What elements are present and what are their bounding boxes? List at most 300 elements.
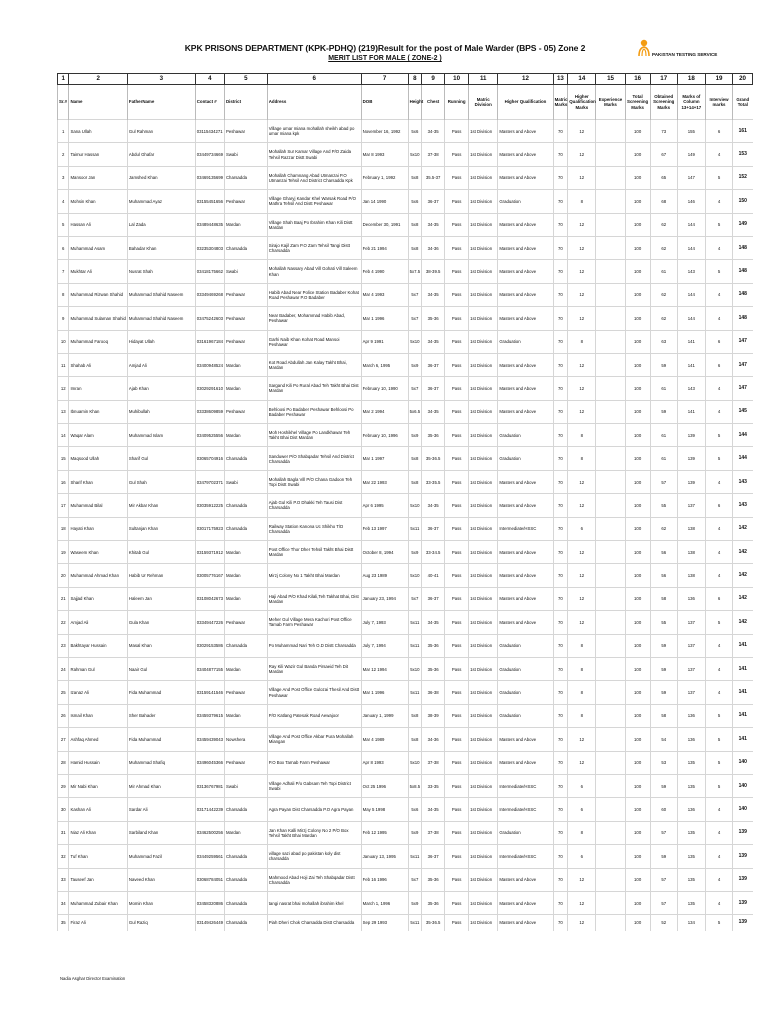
table-cell: 138 bbox=[677, 517, 705, 540]
table-cell: 6 bbox=[58, 236, 69, 259]
table-cell: 35-36 bbox=[422, 868, 445, 891]
column-number: 1 bbox=[58, 74, 69, 85]
table-cell: 12 bbox=[568, 541, 596, 564]
table-cell bbox=[596, 634, 625, 657]
table-cell: 135 bbox=[677, 868, 705, 891]
table-cell: 03159141546 bbox=[195, 681, 224, 704]
table-cell: 1st Division bbox=[469, 307, 498, 330]
table-cell: 144 bbox=[677, 236, 705, 259]
table-cell: Mohsin Khan bbox=[69, 190, 127, 213]
table-cell: 12 bbox=[568, 213, 596, 236]
table-cell: 37-38 bbox=[422, 143, 445, 166]
table-cell: Mirzj Colony No 1 Takht Bhai Mardan bbox=[267, 564, 361, 587]
table-cell: Mansoor Jan bbox=[69, 166, 127, 189]
table-cell: 5x6 bbox=[408, 120, 422, 143]
table-cell: 144 bbox=[733, 447, 753, 470]
table-cell: 12 bbox=[568, 868, 596, 891]
table-cell: 03029153586 bbox=[195, 634, 224, 657]
table-cell: Masters and Above bbox=[498, 120, 553, 143]
table-cell: 70 bbox=[553, 236, 568, 259]
table-row bbox=[58, 307, 753, 330]
table-cell: Masters and Above bbox=[498, 377, 553, 400]
table-cell: 144 bbox=[677, 307, 705, 330]
table-cell: Mardan bbox=[224, 377, 267, 400]
table-cell: 12 bbox=[58, 377, 69, 400]
table-cell: 1st Division bbox=[469, 751, 498, 774]
table-cell: 35-36.5 bbox=[422, 447, 445, 470]
table-cell: 4 bbox=[705, 400, 732, 423]
table-cell: 139 bbox=[733, 915, 753, 931]
table-cell: 1st Division bbox=[469, 868, 498, 891]
table-cell: 03409525556 bbox=[195, 424, 224, 447]
table-cell: Graduation bbox=[498, 330, 553, 353]
table-cell bbox=[596, 891, 625, 914]
table-cell: Haji Abad P/O Khad Kilali,Teh Takhat Bhai, Dist Mardan bbox=[267, 587, 361, 610]
table-cell: 63 bbox=[650, 330, 677, 353]
table-cell: Garhi Naib Khan Kohat Road Mansoi Peshawar bbox=[267, 330, 361, 353]
table-cell: 140 bbox=[733, 751, 753, 774]
table-cell: 03171442239 bbox=[195, 798, 224, 821]
table-cell: Bakhtayar Hussain bbox=[69, 634, 127, 657]
table-cell: 35 bbox=[58, 915, 69, 931]
table-cell bbox=[596, 470, 625, 493]
table-cell: 4 bbox=[705, 190, 732, 213]
table-cell: Mar 4 1993 bbox=[361, 283, 408, 306]
table-cell: 70 bbox=[553, 260, 568, 283]
table-cell: 4 bbox=[705, 283, 732, 306]
table-cell: 13 bbox=[58, 400, 69, 423]
table-cell: 4 bbox=[705, 517, 732, 540]
table-cell: 12 bbox=[568, 494, 596, 517]
table-cell: Sajjad Khan bbox=[69, 587, 127, 610]
column-header: Grand Total bbox=[733, 85, 753, 120]
table-cell: Sep 29 1993 bbox=[361, 915, 408, 931]
table-cell: 52 bbox=[650, 915, 677, 931]
table-cell: 03068784051 bbox=[195, 868, 224, 891]
table-cell: 1st Division bbox=[469, 377, 498, 400]
column-number: 20 bbox=[733, 74, 753, 85]
table-cell: 140 bbox=[733, 774, 753, 797]
table-cell: 8 bbox=[568, 657, 596, 680]
table-cell: 147 bbox=[733, 377, 753, 400]
table-cell: 5 bbox=[58, 213, 69, 236]
table-cell: 67 bbox=[650, 143, 677, 166]
table-cell: Masters and Above bbox=[498, 564, 553, 587]
table-cell: 12 bbox=[568, 751, 596, 774]
table-cell: 24 bbox=[58, 657, 69, 680]
table-cell: 61 bbox=[650, 260, 677, 283]
table-cell: Mardan bbox=[224, 353, 267, 376]
table-cell: 5x7 bbox=[408, 587, 422, 610]
table-cell: Muhammad Fazil bbox=[127, 845, 195, 868]
table-cell: 100 bbox=[625, 915, 650, 931]
table-cell: Sargand Kili Po Rural Abad Teh Takht Bhai Dist Mardan bbox=[267, 377, 361, 400]
table-cell: 150 bbox=[733, 190, 753, 213]
table-cell: 33-35.5 bbox=[422, 470, 445, 493]
page-subtitle: MERIT LIST FOR MALE ( ZONE-2 ) bbox=[328, 55, 442, 62]
table-cell: Pass bbox=[445, 587, 469, 610]
table-cell: 5 bbox=[705, 424, 732, 447]
table-cell: Muhammad Sulaman Shahid bbox=[69, 307, 127, 330]
table-cell: 12 bbox=[568, 470, 596, 493]
table-cell: 03136767981 bbox=[195, 774, 224, 797]
table-cell: 4 bbox=[705, 470, 732, 493]
table-body bbox=[58, 120, 753, 931]
table-cell: 5x8 bbox=[408, 166, 422, 189]
table-cell bbox=[596, 353, 625, 376]
table-cell: 143 bbox=[733, 470, 753, 493]
table-cell: Maqsood Ullah bbox=[69, 447, 127, 470]
table-cell: 153 bbox=[733, 143, 753, 166]
table-cell: 6 bbox=[705, 494, 732, 517]
table-row bbox=[58, 891, 753, 914]
table-cell bbox=[596, 821, 625, 844]
table-cell: 38-39 bbox=[422, 704, 445, 727]
table-cell: 03349469268 bbox=[195, 283, 224, 306]
table-row bbox=[58, 424, 753, 447]
table-cell: 5x8.5 bbox=[408, 774, 422, 797]
table-cell: 141 bbox=[733, 657, 753, 680]
table-cell: Pass bbox=[445, 120, 469, 143]
table-cell: 1st Division bbox=[469, 330, 498, 353]
table-cell: 26 bbox=[58, 704, 69, 727]
column-number: 7 bbox=[361, 74, 408, 85]
table-cell: Nusrat Shah bbox=[127, 260, 195, 283]
table-cell bbox=[596, 120, 625, 143]
table-cell: Charsadda bbox=[224, 868, 267, 891]
table-cell: 100 bbox=[625, 283, 650, 306]
table-cell: Ibnuamin Khan bbox=[69, 400, 127, 423]
table-cell: 03029291610 bbox=[195, 377, 224, 400]
table-cell: Masters and Above bbox=[498, 541, 553, 564]
table-cell: Pass bbox=[445, 283, 469, 306]
table-cell: 70 bbox=[553, 634, 568, 657]
table-cell: 8 bbox=[58, 283, 69, 306]
table-cell: 5 bbox=[705, 774, 732, 797]
table-cell: Muhammad Rizwan Shahid bbox=[69, 283, 127, 306]
table-cell: 1st Division bbox=[469, 166, 498, 189]
table-cell bbox=[596, 774, 625, 797]
table-cell: 5 bbox=[705, 166, 732, 189]
table-cell: Graduation bbox=[498, 634, 553, 657]
table-cell bbox=[596, 728, 625, 751]
table-cell: Muhammad Asam bbox=[69, 236, 127, 259]
table-cell: 135 bbox=[677, 774, 705, 797]
table-cell bbox=[596, 377, 625, 400]
table-cell: Waqar Alam bbox=[69, 424, 127, 447]
table-cell: 3 bbox=[58, 166, 69, 189]
table-cell: 70 bbox=[553, 774, 568, 797]
table-cell: 100 bbox=[625, 681, 650, 704]
table-cell: 100 bbox=[625, 494, 650, 517]
table-cell: 37-38 bbox=[422, 751, 445, 774]
table-cell: 100 bbox=[625, 541, 650, 564]
table-cell: May 5 1998 bbox=[361, 798, 408, 821]
table-cell: 70 bbox=[553, 681, 568, 704]
table-cell: 8 bbox=[568, 681, 596, 704]
table-cell: 03479702371 bbox=[195, 470, 224, 493]
column-number: 9 bbox=[422, 74, 445, 85]
table-cell: 5x8 bbox=[408, 728, 422, 751]
table-cell: 100 bbox=[625, 657, 650, 680]
column-header: Height bbox=[408, 85, 422, 120]
column-header: District bbox=[224, 85, 267, 120]
table-cell: 139 bbox=[733, 868, 753, 891]
table-cell: 14 bbox=[58, 424, 69, 447]
table-cell: Feb 16 1996 bbox=[361, 868, 408, 891]
table-cell: 1st Division bbox=[469, 704, 498, 727]
table-cell: Near Badaber, Mohammad Habib Abad, Peshawar bbox=[267, 307, 361, 330]
table-cell: 70 bbox=[553, 845, 568, 868]
table-cell: 68 bbox=[650, 190, 677, 213]
column-header: Experience Marks bbox=[596, 85, 625, 120]
table-cell: Pass bbox=[445, 260, 469, 283]
table-cell: 100 bbox=[625, 307, 650, 330]
table-cell: Naair Gul bbox=[127, 657, 195, 680]
table-cell: 147 bbox=[733, 353, 753, 376]
table-cell: Masters and Above bbox=[498, 400, 553, 423]
table-cell: 5x8 bbox=[408, 470, 422, 493]
table-cell: Shahab Ali bbox=[69, 353, 127, 376]
table-cell: 100 bbox=[625, 353, 650, 376]
table-cell: 34-36 bbox=[422, 236, 445, 259]
table-cell: 61 bbox=[650, 447, 677, 470]
table-cell: July 7, 1993 bbox=[361, 611, 408, 634]
table-cell: Mardan bbox=[224, 541, 267, 564]
table-cell: Muhibullah bbox=[127, 400, 195, 423]
table-cell: Pass bbox=[445, 798, 469, 821]
table-cell: Mardan bbox=[224, 657, 267, 680]
table-cell: Apr 8 1993 bbox=[361, 751, 408, 774]
table-cell: 36-37 bbox=[422, 353, 445, 376]
table-cell bbox=[596, 424, 625, 447]
table-cell: 135 bbox=[677, 751, 705, 774]
table-cell bbox=[596, 868, 625, 891]
table-cell: Po Muhammad Nari Teh O.D Distt Charsadda bbox=[267, 634, 361, 657]
table-cell: Masters and Above bbox=[498, 307, 553, 330]
column-number: 8 bbox=[408, 74, 422, 85]
table-cell: 34-35 bbox=[422, 494, 445, 517]
table-cell: 146 bbox=[677, 190, 705, 213]
table-cell: 5 bbox=[705, 611, 732, 634]
table-row bbox=[58, 821, 753, 844]
table-cell: Mohallah Bagla Vill P/O Chana Gadoon Teh Topi Distt Swabi bbox=[267, 470, 361, 493]
table-cell: 141 bbox=[733, 704, 753, 727]
table-cell: 5x11 bbox=[408, 611, 422, 634]
table-cell: Pass bbox=[445, 845, 469, 868]
table-cell: 1st Division bbox=[469, 564, 498, 587]
table-cell: 144 bbox=[677, 283, 705, 306]
table-cell: Graduation bbox=[498, 424, 553, 447]
table-cell: P/O Katlang Patesak Road Aewajoor bbox=[267, 704, 361, 727]
table-cell: 5x10 bbox=[408, 657, 422, 680]
table-cell: 03469135699 bbox=[195, 166, 224, 189]
table-cell: 70 bbox=[553, 728, 568, 751]
table-cell: 12 bbox=[568, 120, 596, 143]
table-cell bbox=[596, 541, 625, 564]
table-cell: 1st Division bbox=[469, 728, 498, 751]
table-cell: 55 bbox=[650, 494, 677, 517]
table-cell: Hidayat Ullah bbox=[127, 330, 195, 353]
table-cell: 1st Division bbox=[469, 190, 498, 213]
table-cell: Charsadda bbox=[224, 447, 267, 470]
table-cell: Gula Khan bbox=[127, 611, 195, 634]
table-cell: Masters and Above bbox=[498, 353, 553, 376]
table-cell: March 1, 1996 bbox=[361, 891, 408, 914]
table-cell: Pass bbox=[445, 494, 469, 517]
table-cell: Mar 1 1996 bbox=[361, 307, 408, 330]
table-cell: 70 bbox=[553, 213, 568, 236]
table-cell: 8 bbox=[568, 190, 596, 213]
table-cell: 5 bbox=[705, 728, 732, 751]
table-cell: November 16, 1992 bbox=[361, 120, 408, 143]
merit-list-table bbox=[57, 73, 753, 931]
table-row bbox=[58, 470, 753, 493]
table-cell: 59 bbox=[650, 400, 677, 423]
table-cell: 141 bbox=[677, 330, 705, 353]
column-number: 3 bbox=[127, 74, 195, 85]
table-cell: 139 bbox=[733, 845, 753, 868]
table-cell: 1st Division bbox=[469, 587, 498, 610]
table-cell: 144 bbox=[677, 213, 705, 236]
table-cell: 5x9 bbox=[408, 891, 422, 914]
table-cell: 5 bbox=[705, 751, 732, 774]
column-number: 5 bbox=[224, 74, 267, 85]
table-cell: Charsadda bbox=[224, 798, 267, 821]
column-number: 15 bbox=[596, 74, 625, 85]
table-cell: 142 bbox=[733, 564, 753, 587]
table-cell: Mardan bbox=[224, 704, 267, 727]
table-cell: 60 bbox=[650, 798, 677, 821]
column-number: 11 bbox=[469, 74, 498, 85]
table-cell: January 1, 1999 bbox=[361, 704, 408, 727]
table-cell: Village And Post Office Akbar Pura Mohallah Miangan bbox=[267, 728, 361, 751]
table-cell: 70 bbox=[553, 377, 568, 400]
table-cell: Masters and Above bbox=[498, 470, 553, 493]
table-cell: Masters and Above bbox=[498, 166, 553, 189]
table-cell: 1st Division bbox=[469, 657, 498, 680]
table-cell: Masters and Above bbox=[498, 260, 553, 283]
table-cell: Peshawar bbox=[224, 611, 267, 634]
table-cell: 5x7 bbox=[408, 307, 422, 330]
table-cell: Village umar miana mohallah sheikh abad po umar miana kpk bbox=[267, 120, 361, 143]
column-number: 13 bbox=[553, 74, 568, 85]
table-cell: Abdul Ghafar bbox=[127, 143, 195, 166]
table-cell: 70 bbox=[553, 915, 568, 931]
table-cell: 5x6 bbox=[408, 798, 422, 821]
table-cell: Masters and Above bbox=[498, 728, 553, 751]
table-cell: Swabi bbox=[224, 143, 267, 166]
table-cell: 70 bbox=[553, 400, 568, 423]
table-cell: 147 bbox=[677, 166, 705, 189]
table-cell: 148 bbox=[733, 283, 753, 306]
table-cell: Peshawar bbox=[224, 190, 267, 213]
column-header: Total Screening Marks bbox=[625, 85, 650, 120]
table-cell: 36-37 bbox=[422, 377, 445, 400]
table-cell: 59 bbox=[650, 774, 677, 797]
column-header: Higher Qualification bbox=[498, 85, 553, 120]
table-cell: 61 bbox=[650, 377, 677, 400]
table-cell: 70 bbox=[553, 611, 568, 634]
table-cell: 142 bbox=[733, 541, 753, 564]
table-cell: Village Shah Baaj Po Ibrahim Khan Kili Distt Mardan bbox=[267, 213, 361, 236]
table-cell: 1st Division bbox=[469, 283, 498, 306]
table-cell: 149 bbox=[733, 213, 753, 236]
table-cell: 70 bbox=[553, 307, 568, 330]
table-cell: 100 bbox=[625, 751, 650, 774]
table-cell: 03235304803 bbox=[195, 236, 224, 259]
table-row bbox=[58, 541, 753, 564]
table-cell: Muhammad Shafiq bbox=[127, 751, 195, 774]
table-cell: 12 bbox=[568, 307, 596, 330]
table-cell: Masters and Above bbox=[498, 868, 553, 891]
table-cell: tangi nasrat bhai mohallah ibrahim khel bbox=[267, 891, 361, 914]
table-cell: 4 bbox=[705, 798, 732, 821]
table-cell: Kot Road Abdullah Jan Kalay Takht Bhai, Mardan bbox=[267, 353, 361, 376]
table-cell: 70 bbox=[553, 120, 568, 143]
table-row bbox=[58, 236, 753, 259]
table-cell: Muhammad Farooq bbox=[69, 330, 127, 353]
table-cell: 138 bbox=[677, 541, 705, 564]
table-cell: 36-37 bbox=[422, 845, 445, 868]
table-cell: Mir Akbar Khan bbox=[127, 494, 195, 517]
table-cell: Muhammad Shahid Naseem bbox=[127, 283, 195, 306]
table-cell: 142 bbox=[733, 611, 753, 634]
table-cell: Intermediate/HSSC bbox=[498, 517, 553, 540]
table-cell: 8 bbox=[568, 634, 596, 657]
table-row bbox=[58, 681, 753, 704]
table-cell: Meher Gul Village Mera Kachori Post Office Tamab Farm Peshawar bbox=[267, 611, 361, 634]
table-cell: 12 bbox=[568, 236, 596, 259]
table-cell: 142 bbox=[733, 517, 753, 540]
table-cell: 70 bbox=[553, 494, 568, 517]
table-cell: 34 bbox=[58, 891, 69, 914]
table-cell: 1st Division bbox=[469, 213, 498, 236]
table-cell: Sharif Khan bbox=[69, 470, 127, 493]
table-cell: 5x9 bbox=[408, 424, 422, 447]
table-cell: Masters and Above bbox=[498, 751, 553, 774]
table-cell: 03462500256 bbox=[195, 821, 224, 844]
table-cell: 35-36 bbox=[422, 634, 445, 657]
table-cell: 100 bbox=[625, 517, 650, 540]
table-cell: 5x8 bbox=[408, 447, 422, 470]
table-cell: Haleem Jan bbox=[127, 587, 195, 610]
table-cell: Jamshed Khan bbox=[127, 166, 195, 189]
table-cell: 12 bbox=[568, 166, 596, 189]
table-cell: Swabi bbox=[224, 774, 267, 797]
table-cell: 70 bbox=[553, 798, 568, 821]
table-cell: 5x11 bbox=[408, 845, 422, 868]
table-cell: 62 bbox=[650, 517, 677, 540]
table-row bbox=[58, 657, 753, 680]
table-cell: 36-37 bbox=[422, 587, 445, 610]
table-cell: Masters and Above bbox=[498, 891, 553, 914]
table-cell: 33-34.5 bbox=[422, 541, 445, 564]
table-cell: 1st Division bbox=[469, 517, 498, 540]
table-cell: Masters and Above bbox=[498, 213, 553, 236]
table-cell: 29 bbox=[58, 774, 69, 797]
table-cell: Masal Khan bbox=[127, 634, 195, 657]
table-cell: Lal Zada bbox=[127, 213, 195, 236]
table-cell: 148 bbox=[733, 307, 753, 330]
table-cell: 19 bbox=[58, 541, 69, 564]
table-cell: 70 bbox=[553, 564, 568, 587]
table-cell: 03418175662 bbox=[195, 260, 224, 283]
table-cell: 34-35 bbox=[422, 283, 445, 306]
column-header: Name bbox=[69, 85, 127, 120]
table-cell: 70 bbox=[553, 821, 568, 844]
table-cell: 137 bbox=[677, 611, 705, 634]
